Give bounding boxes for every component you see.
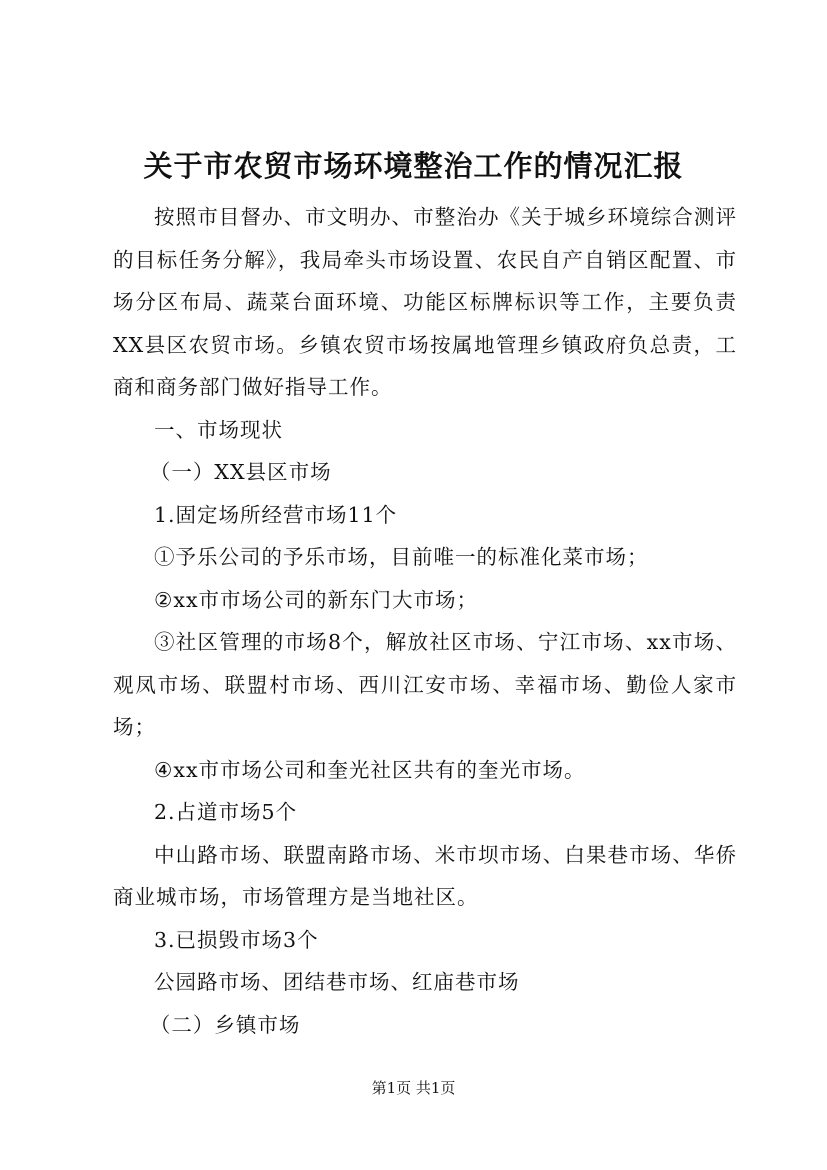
item-heading-road-markets: 2.占道市场5个	[154, 800, 298, 824]
list-item-yule-market: ①予乐公司的予乐市场，目前唯一的标准化菜市场；	[154, 545, 649, 569]
page-footer: 第1页 共1页	[371, 1079, 456, 1097]
subsection-heading-county: （一）XX县区市场	[149, 460, 332, 484]
item-heading-fixed-markets: 1.固定场所经营市场11个	[154, 502, 398, 527]
list-item-kuiguang-market: ④xx市市场公司和奎光社区共有的奎光市场。	[154, 757, 586, 782]
item-heading-damaged-markets: 3.已损毁市场3个	[154, 927, 319, 952]
document-title: 关于市农贸市场环境整治工作的情况汇报	[143, 149, 684, 183]
paragraph-intro: 按照市目督办、市文明办、市整治办《关于城乡环境综合测评的目标任务分解》，我局牵头市场设置、农民自产自销区配置、市场分区布局、蔬菜台面环境、功能区标牌标识等工作，主要负责XX县区农贸市场。乡镇农贸市场按属地管理乡镇政府负总责，工商和商务部门做好指导工作。	[113, 205, 737, 399]
list-item-xindongmen-market: ②xx市市场公司的新东门大市场；	[154, 587, 478, 612]
list-item-community-markets: ③社区管理的市场8个，解放社区市场、宁江市场、xx市场、观凤市场、联盟村市场、西川江安市场、幸福市场、勤俭人家市场；	[113, 630, 737, 739]
subsection-heading-township: （二）乡镇市场	[149, 1012, 301, 1037]
document-body	[113, 196, 737, 1046]
section-heading-status: 一、市场现状	[154, 417, 283, 442]
paragraph-road-markets: 中山路市场、联盟南路市场、米市坝市场、白果巷市场、华侨商业城市场，市场管理方是当地社区。	[113, 842, 737, 909]
paragraph-damaged-markets: 公园路市场、团结巷市场、红庙巷市场	[154, 970, 520, 994]
